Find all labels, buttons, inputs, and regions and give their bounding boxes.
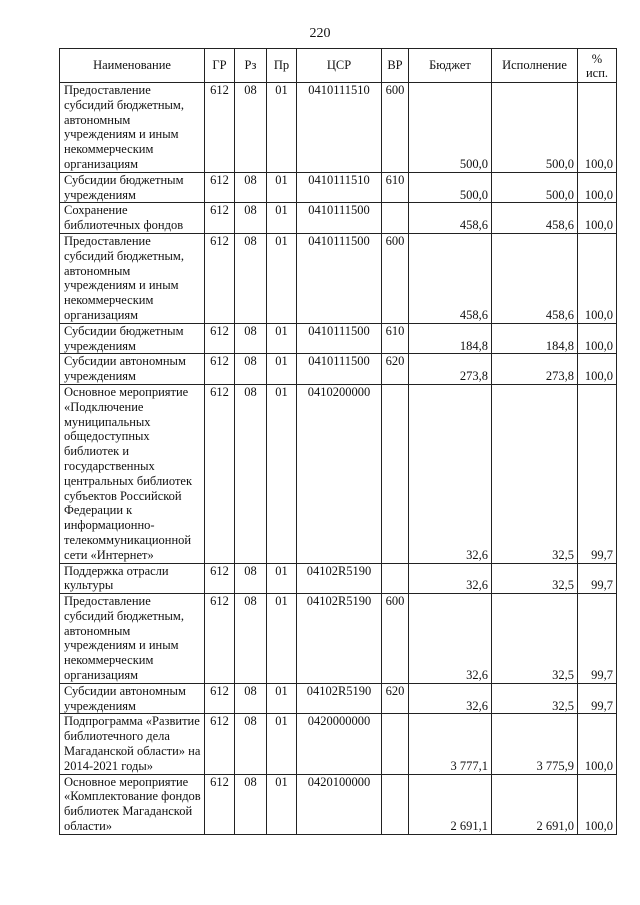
cell-gr: 612 xyxy=(205,384,235,563)
table-row xyxy=(60,233,617,323)
cell-vr: 620 xyxy=(382,683,409,714)
cell-execution: 273,8 xyxy=(492,354,578,385)
header-gr: ГР xyxy=(205,49,235,83)
cell-rz: 08 xyxy=(235,83,267,173)
cell-budget: 273,8 xyxy=(409,354,492,385)
cell-execution: 32,5 xyxy=(492,594,578,684)
cell-vr: 610 xyxy=(382,323,409,354)
cell-csr: 0420100000 xyxy=(297,774,382,834)
cell-percent: 100,0 xyxy=(578,172,617,203)
cell-pr: 01 xyxy=(267,774,297,834)
header-percent-symbol: % xyxy=(591,51,603,66)
cell-budget: 2 691,1 xyxy=(409,774,492,834)
cell-csr: 0410200000 xyxy=(297,384,382,563)
cell-rz: 08 xyxy=(235,774,267,834)
cell-percent: 100,0 xyxy=(578,323,617,354)
cell-gr: 612 xyxy=(205,563,235,594)
cell-budget: 32,6 xyxy=(409,563,492,594)
table-row xyxy=(60,594,617,684)
header-name: Наименование xyxy=(60,49,205,83)
cell-name: Сохранение библиотечных фондов xyxy=(60,203,205,234)
cell-budget: 500,0 xyxy=(409,83,492,173)
cell-pr: 01 xyxy=(267,683,297,714)
cell-gr: 612 xyxy=(205,683,235,714)
cell-name: Субсидии автономным учреждениям xyxy=(60,683,205,714)
cell-percent: 100,0 xyxy=(578,774,617,834)
cell-rz: 08 xyxy=(235,203,267,234)
cell-execution: 500,0 xyxy=(492,172,578,203)
cell-pr: 01 xyxy=(267,384,297,563)
table-row xyxy=(60,714,617,774)
cell-csr: 0410111510 xyxy=(297,83,382,173)
cell-pr: 01 xyxy=(267,233,297,323)
cell-csr: 0420000000 xyxy=(297,714,382,774)
table-row xyxy=(60,683,617,714)
cell-budget: 3 777,1 xyxy=(409,714,492,774)
cell-budget: 500,0 xyxy=(409,172,492,203)
cell-rz: 08 xyxy=(235,683,267,714)
cell-execution: 3 775,9 xyxy=(492,714,578,774)
cell-pr: 01 xyxy=(267,172,297,203)
cell-gr: 612 xyxy=(205,323,235,354)
cell-budget: 32,6 xyxy=(409,594,492,684)
cell-vr: 600 xyxy=(382,83,409,173)
cell-csr: 04102R5190 xyxy=(297,594,382,684)
cell-vr xyxy=(382,774,409,834)
budget-table xyxy=(59,48,617,835)
cell-rz: 08 xyxy=(235,233,267,323)
cell-csr: 04102R5190 xyxy=(297,563,382,594)
cell-percent: 100,0 xyxy=(578,83,617,173)
cell-vr: 600 xyxy=(382,233,409,323)
table-row xyxy=(60,354,617,385)
table-row xyxy=(60,384,617,563)
cell-name: Основное мероприятие «Подключение муниципальных общедоступных библиотек и государственных центральных библиотек субъектов Российской Федерации к информационно-телекоммуникационной сети «Интернет» xyxy=(60,384,205,563)
cell-gr: 612 xyxy=(205,774,235,834)
table-row xyxy=(60,83,617,173)
cell-name: Субсидии бюджетным учреждениям xyxy=(60,172,205,203)
cell-vr xyxy=(382,714,409,774)
header-budget: Бюджет xyxy=(409,49,492,83)
cell-gr: 612 xyxy=(205,354,235,385)
cell-pr: 01 xyxy=(267,563,297,594)
cell-percent: 99,7 xyxy=(578,594,617,684)
cell-gr: 612 xyxy=(205,714,235,774)
cell-budget: 184,8 xyxy=(409,323,492,354)
cell-budget: 458,6 xyxy=(409,203,492,234)
cell-rz: 08 xyxy=(235,323,267,354)
header-execution: Исполнение xyxy=(492,49,578,83)
cell-name: Предоставление субсидий бюджетным, автономным учреждениям и иным некоммерческим организациям xyxy=(60,83,205,173)
table-row xyxy=(60,323,617,354)
cell-percent: 100,0 xyxy=(578,714,617,774)
table-row xyxy=(60,563,617,594)
cell-csr: 0410111500 xyxy=(297,354,382,385)
cell-name: Предоставление субсидий бюджетным, автономным учреждениям и иным некоммерческим организациям xyxy=(60,594,205,684)
page-number: 220 xyxy=(309,26,331,41)
header-percent xyxy=(578,49,617,83)
cell-execution: 2 691,0 xyxy=(492,774,578,834)
cell-gr: 612 xyxy=(205,233,235,323)
cell-vr xyxy=(382,203,409,234)
cell-name: Поддержка отрасли культуры xyxy=(60,563,205,594)
cell-name: Субсидии автономным учреждениям xyxy=(60,354,205,385)
cell-execution: 32,5 xyxy=(492,563,578,594)
cell-budget: 32,6 xyxy=(409,683,492,714)
table-row xyxy=(60,774,617,834)
cell-pr: 01 xyxy=(267,714,297,774)
table-body xyxy=(60,83,617,835)
cell-vr: 620 xyxy=(382,354,409,385)
cell-vr xyxy=(382,384,409,563)
cell-execution: 32,5 xyxy=(492,683,578,714)
table-header xyxy=(60,49,617,83)
cell-execution: 184,8 xyxy=(492,323,578,354)
cell-gr: 612 xyxy=(205,594,235,684)
cell-csr: 0410111510 xyxy=(297,172,382,203)
cell-gr: 612 xyxy=(205,83,235,173)
cell-vr: 600 xyxy=(382,594,409,684)
cell-csr: 04102R5190 xyxy=(297,683,382,714)
cell-gr: 612 xyxy=(205,172,235,203)
table-row xyxy=(60,203,617,234)
cell-pr: 01 xyxy=(267,323,297,354)
header-rz: Рз xyxy=(235,49,267,83)
cell-rz: 08 xyxy=(235,594,267,684)
cell-pr: 01 xyxy=(267,83,297,173)
cell-execution: 32,5 xyxy=(492,384,578,563)
cell-percent: 100,0 xyxy=(578,233,617,323)
cell-percent: 99,7 xyxy=(578,384,617,563)
cell-pr: 01 xyxy=(267,594,297,684)
cell-csr: 0410111500 xyxy=(297,203,382,234)
cell-percent: 100,0 xyxy=(578,203,617,234)
cell-pr: 01 xyxy=(267,354,297,385)
header-vr: ВР xyxy=(382,49,409,83)
cell-percent: 100,0 xyxy=(578,354,617,385)
cell-rz: 08 xyxy=(235,172,267,203)
cell-csr: 0410111500 xyxy=(297,323,382,354)
header-percent-label: исп. xyxy=(585,65,609,80)
cell-name: Предоставление субсидий бюджетным, автономным учреждениям и иным некоммерческим организациям xyxy=(60,233,205,323)
cell-name: Основное мероприятие «Комплектование фондов библиотек Магаданской области» xyxy=(60,774,205,834)
cell-execution: 500,0 xyxy=(492,83,578,173)
cell-vr xyxy=(382,563,409,594)
cell-budget: 32,6 xyxy=(409,384,492,563)
header-pr: Пр xyxy=(267,49,297,83)
cell-rz: 08 xyxy=(235,384,267,563)
cell-rz: 08 xyxy=(235,714,267,774)
header-csr: ЦСР xyxy=(297,49,382,83)
cell-rz: 08 xyxy=(235,563,267,594)
cell-pr: 01 xyxy=(267,203,297,234)
cell-percent: 99,7 xyxy=(578,683,617,714)
table-row xyxy=(60,172,617,203)
cell-execution: 458,6 xyxy=(492,203,578,234)
cell-name: Субсидии бюджетным учреждениям xyxy=(60,323,205,354)
cell-vr: 610 xyxy=(382,172,409,203)
cell-rz: 08 xyxy=(235,354,267,385)
cell-gr: 612 xyxy=(205,203,235,234)
cell-execution: 458,6 xyxy=(492,233,578,323)
cell-budget: 458,6 xyxy=(409,233,492,323)
cell-percent: 99,7 xyxy=(578,563,617,594)
cell-csr: 0410111500 xyxy=(297,233,382,323)
cell-name: Подпрограмма «Развитие библиотечного дела Магаданской области» на 2014-2021 годы» xyxy=(60,714,205,774)
